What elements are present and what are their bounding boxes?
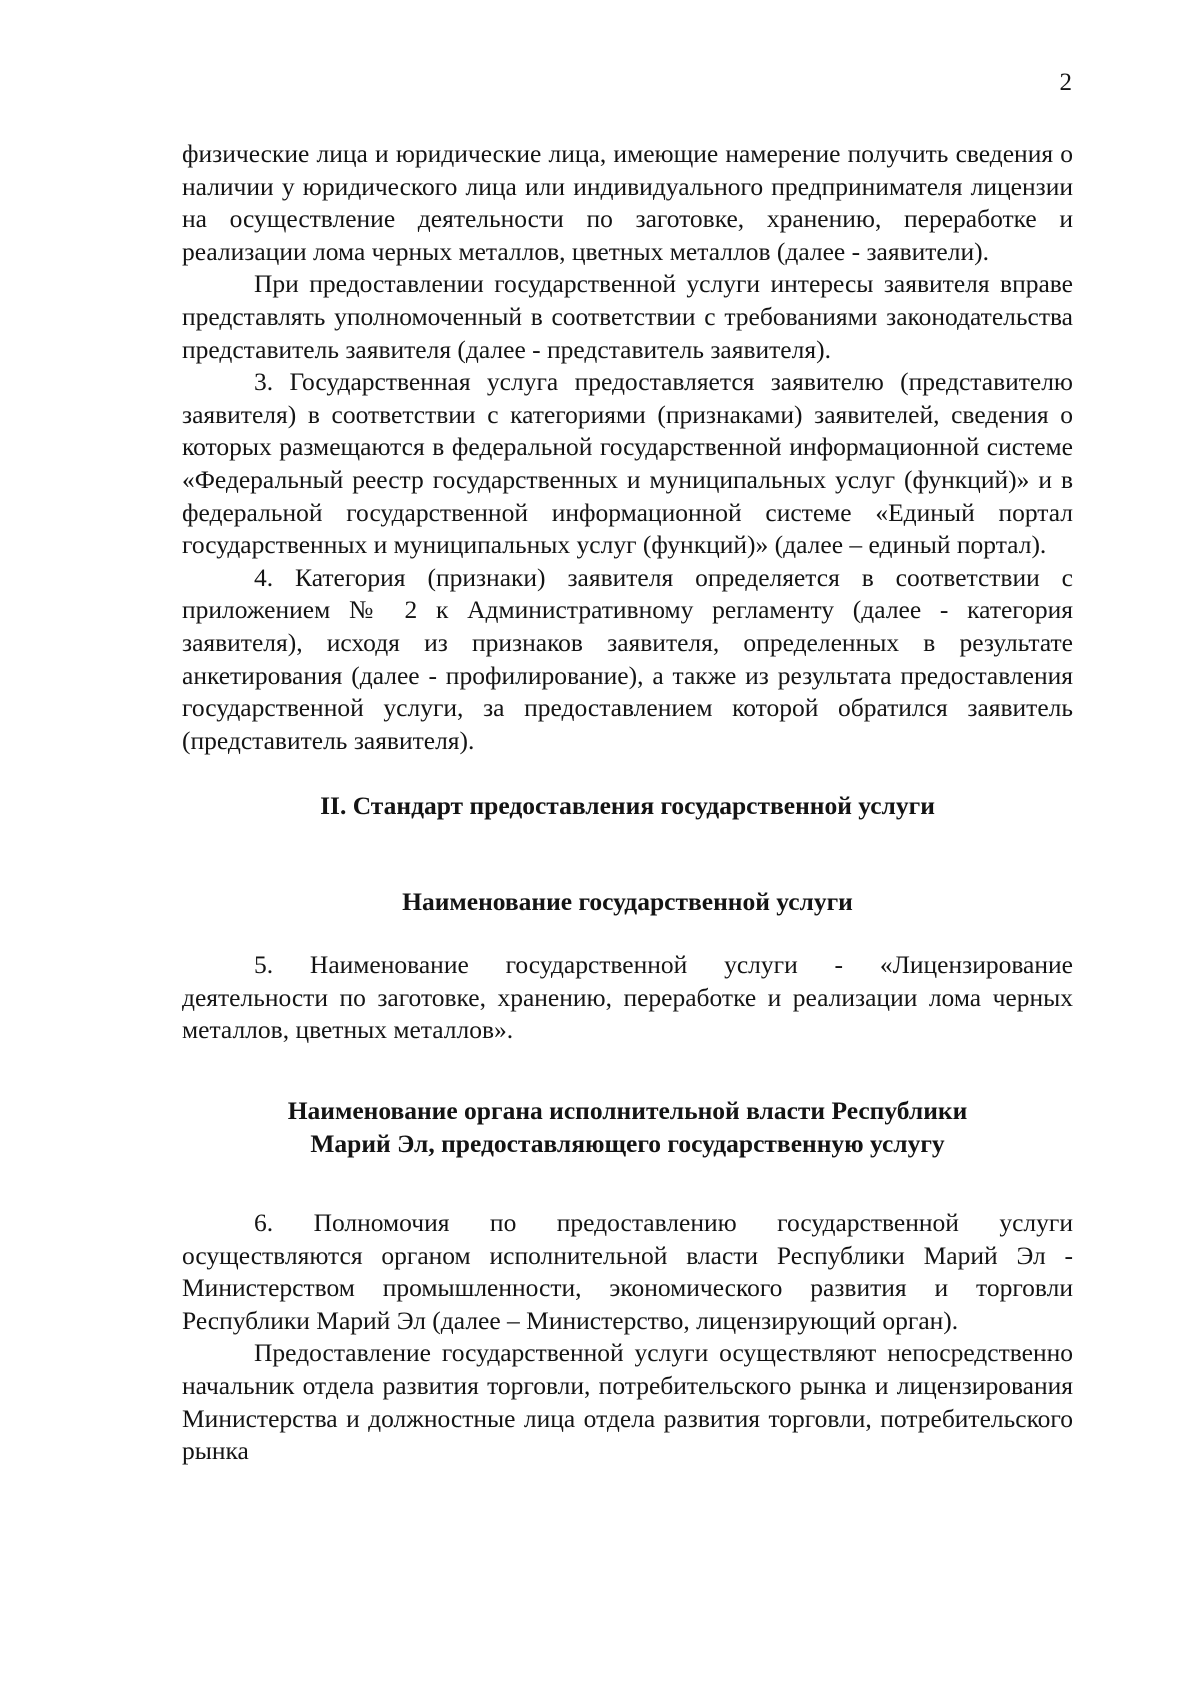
document-body [182, 138, 1073, 1468]
subsection-title-line-2: Марий Эл, предоставляющего государственную услугу [310, 1129, 945, 1159]
paragraph-provision: Предоставление государственной услуги осуществляют непосредственно начальник отдела развития торговли, потребительского рынка и лицензирования Министерства и должностные лица отдела развития торговли, потребительского рынка [182, 1338, 1073, 1466]
subsection-title-line-1: Наименование органа исполнительной власти Республики [287, 1096, 968, 1126]
section-title: II. Стандарт предоставления государственной услуги [320, 791, 935, 821]
paragraph-4: 4. Категория (признаки) заявителя определяется в соответствии с приложением № 2 к Административному регламенту (далее - категория заявителя), исходя из признаков заявителя, определенных в результате анкетирования (далее - профилирование), а также из результата предоставления государственной услуги, за предоставлением которой обратился заявитель (представитель заявителя). [182, 562, 1073, 755]
subsection-title-authority [182, 1094, 1073, 1160]
subsection-title-service-name: Наименование государственной услуги [402, 887, 853, 917]
paragraph-5: 5. Наименование государственной услуги - «Лицензирование деятельности по заготовке, хранению, переработке и реализации лома черных металлов, цветных металлов». [182, 950, 1073, 1045]
paragraph-applicants: физические лица и юридические лица, имеющие намерение получить сведения о наличии у юридического лица или индивидуального предпринимателя лицензии на осуществление деятельности по заготовке, хранению, переработке и реализации лома черных металлов, цветных металлов (далее - заявители). [182, 139, 1073, 266]
page-number: 2 [1059, 69, 1072, 96]
paragraph-3: 3. Государственная услуга предоставляется заявителю (представителю заявителя) в соответствии с категориями (признаками) заявителей, сведения о которых размещаются в федеральной государственной информационной системе «Федеральный реестр государственных и муниципальных услуг (функций)» и в федеральной государственной информационной системе «Единый портал государственных и муниципальных услуг (функций)» (далее – единый портал). [182, 367, 1073, 560]
paragraph-6: 6. Полномочия по предоставлению государственной услуги осуществляются органом исполнительной власти Республики Марий Эл - Министерством промышленности, экономического развития и торговли Республики Марий Эл (далее – Министерство, лицензирующий орган). [182, 1208, 1073, 1335]
paragraph-representative: При предоставлении государственной услуги интересы заявителя вправе представлять уполномоченный в соответствии с требованиями законодательства представитель заявителя (далее - представитель заявителя). [182, 269, 1073, 364]
